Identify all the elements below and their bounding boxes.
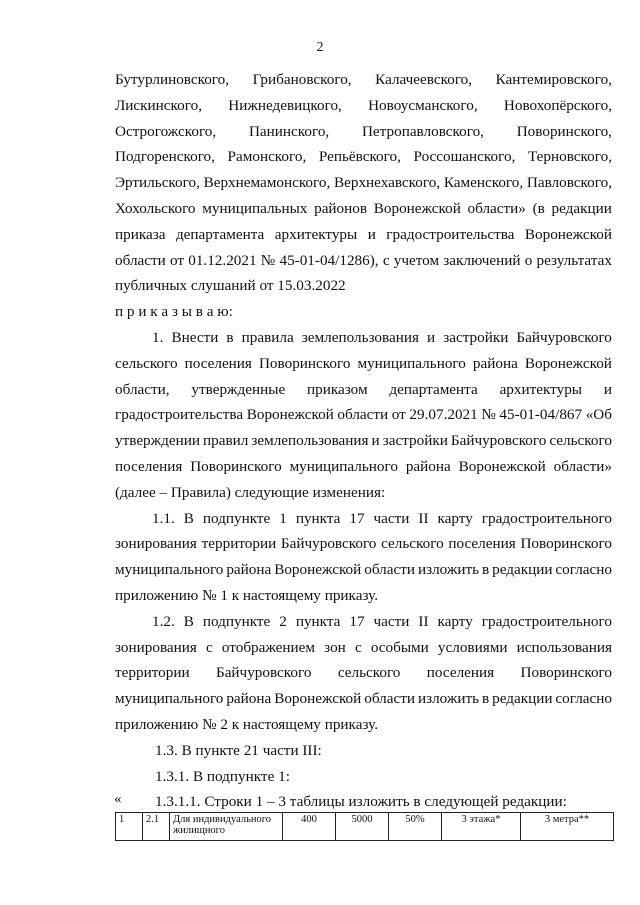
word: приказа [115, 225, 166, 243]
text-line [115, 251, 612, 271]
text-line [115, 689, 612, 709]
table-cell [170, 813, 283, 841]
word: градостроительного [481, 612, 612, 630]
text-line: 1.3.1. В подпункте 1: [155, 767, 290, 785]
text-line [115, 70, 612, 90]
word: правил [203, 432, 249, 450]
word: Нижнедевицкого, [228, 96, 342, 114]
word: (в [532, 200, 545, 217]
word: согласно [555, 690, 612, 708]
word: поселения [426, 664, 495, 682]
word: Поворинского [520, 535, 612, 553]
word: Грибановского, [252, 71, 352, 88]
word: департамента [389, 380, 478, 398]
text-line [115, 96, 612, 116]
word: Петропавловского, [361, 122, 484, 140]
text-line: публичных слушаний от 15.03.2022 [115, 277, 346, 295]
word: Павловского, [526, 174, 612, 192]
page-number: 2 [316, 40, 324, 55]
word: Каменского, [443, 174, 524, 192]
word: заключений [443, 251, 521, 269]
word: 45-01-04/1286), [279, 251, 379, 269]
word: и [371, 432, 380, 450]
word: пункта [295, 612, 341, 630]
word: Воронежской [524, 225, 612, 243]
text-line [115, 199, 612, 219]
word: застройки [443, 329, 509, 346]
word: области, [115, 380, 170, 398]
word: Воронежской [274, 690, 362, 708]
word: департамента [175, 225, 265, 243]
word: условиями [437, 638, 508, 656]
text-line [115, 431, 612, 451]
word: сельского [115, 354, 178, 372]
word: редакции [551, 200, 612, 217]
word: карту [437, 509, 473, 527]
word: изложить [417, 690, 480, 708]
table-cell: 400 [283, 813, 336, 841]
word: сельского [549, 432, 612, 450]
text-line [115, 122, 612, 142]
word: застройки [382, 432, 448, 450]
text-line [115, 638, 612, 658]
text-line [152, 509, 612, 529]
word: Лискинского, [115, 96, 202, 114]
word: и [603, 380, 612, 398]
word: о [524, 251, 533, 269]
word: с [354, 638, 362, 656]
text-line: п р и к а з ы в а ю: [115, 303, 233, 321]
word: района [405, 458, 451, 475]
text-line [115, 663, 612, 683]
word: части [373, 612, 410, 630]
text-line: (далее – Правила) следующие изменения: [115, 483, 386, 501]
table-cell: 2.1 [143, 813, 170, 841]
text-line: 1.3. В пункте 21 части III: [155, 741, 322, 759]
word: области» [553, 458, 612, 475]
word: сельского [337, 664, 401, 682]
word: 17 [349, 509, 365, 527]
word: архитектуры [274, 225, 358, 243]
word: муниципального [289, 458, 398, 475]
word: редакции [492, 561, 553, 579]
text-line [115, 457, 612, 477]
word: 1.2. [152, 612, 175, 630]
word: области [364, 561, 415, 579]
word: В [183, 612, 194, 630]
word: карту [437, 612, 473, 630]
word: области [364, 690, 415, 708]
word: 1 [279, 509, 287, 527]
word: Калачеевского, [375, 71, 473, 88]
word: согласно [555, 561, 612, 579]
word: 1. [152, 329, 164, 346]
text-line [115, 173, 612, 193]
word: муниципального [115, 561, 224, 579]
word: В [183, 509, 194, 527]
word: № [260, 251, 276, 269]
word: «Об [585, 406, 612, 424]
word: районов [314, 200, 368, 217]
word: Россошанского, [413, 148, 516, 166]
word: редакции [492, 690, 553, 708]
word: муниципального [357, 354, 466, 372]
word: результатах [536, 251, 612, 269]
word: от [169, 251, 185, 269]
word: Байчуровского [215, 664, 312, 682]
word: Байчуровского [280, 535, 377, 553]
word: Воронежской [246, 406, 334, 424]
word: правила [241, 329, 294, 346]
word: Байчуровского [516, 329, 612, 346]
word: от [391, 406, 406, 424]
word: муниципальных [202, 200, 308, 217]
word: Терновского, [527, 148, 612, 166]
table-cell: 3 метра** [521, 813, 614, 841]
word: 1.1. [152, 509, 175, 527]
word: с [206, 638, 213, 656]
word: землепользования [301, 329, 419, 346]
word: Рамонского, [227, 148, 307, 166]
text-line [115, 560, 612, 580]
word: Поворинского [190, 458, 282, 475]
word: II [418, 509, 429, 527]
word: Воронежской [524, 354, 612, 372]
word: в [226, 329, 234, 346]
word: 29.07.2021 [409, 406, 478, 424]
word: II [418, 612, 429, 630]
word: района [226, 561, 272, 579]
word: района [472, 354, 518, 372]
text-line [115, 380, 612, 400]
word: отображением [221, 638, 316, 656]
word: Воронежской [274, 561, 362, 579]
word: подпункте [202, 509, 271, 527]
word: территории [201, 535, 277, 553]
word: территории [115, 664, 190, 682]
word: Новохопёрского, [503, 96, 612, 114]
word: области [115, 251, 166, 269]
word: зонирования [115, 638, 197, 656]
word: подпункте [202, 612, 271, 630]
text-line [152, 612, 612, 632]
word: и [427, 329, 436, 346]
word: приказом [307, 380, 368, 398]
word: землепользования [251, 432, 369, 450]
word: 2 [279, 612, 287, 630]
word: Воронежской [458, 458, 546, 475]
table-cell-text: Для индивидуального жилищного [173, 814, 272, 836]
word: 01.12.2021 [188, 251, 257, 269]
word: 45-01-04/867 [499, 406, 583, 424]
word: Поворинского, [516, 122, 612, 140]
word: учетом [393, 251, 440, 269]
word: района [226, 690, 272, 708]
word: Подгоренского, [115, 148, 215, 166]
word: Верхнемамонского, [203, 174, 331, 192]
word: градостроительного [481, 509, 612, 527]
word: поселения [184, 354, 252, 372]
text-line [115, 225, 612, 245]
word: 17 [349, 612, 365, 630]
text-line [115, 147, 612, 167]
word: градостроительства [115, 406, 244, 424]
opening-quote-mark: « [114, 791, 122, 807]
text-line: приложению № 1 к настоящему приказу. [115, 587, 378, 604]
word: части [373, 509, 410, 527]
word: Репьёвского, [318, 148, 401, 166]
word: области» [467, 200, 526, 217]
table-cell: 3 этажа* [442, 813, 521, 841]
text-line [115, 354, 612, 374]
word: зон [324, 638, 346, 656]
word: муниципального [115, 690, 224, 708]
word: поселения [115, 458, 183, 475]
text-line [152, 328, 612, 348]
text-line [115, 405, 612, 425]
text-line [115, 534, 612, 554]
word: Бутурлиновского, [115, 71, 230, 88]
word: пункта [295, 509, 341, 527]
word: Острогожского, [115, 122, 217, 140]
word: Воронежской [373, 200, 461, 217]
word: Кантемировского, [495, 71, 612, 88]
word: поселения [448, 535, 516, 553]
word: Новоусманского, [368, 96, 478, 114]
table-cell: 50% [389, 813, 442, 841]
word: Байчуровского [450, 432, 547, 450]
table-cell: 5000 [336, 813, 389, 841]
word: с [382, 251, 390, 269]
word: Поворинского [520, 664, 612, 682]
word: № [481, 406, 496, 424]
word: Поворинского [258, 354, 351, 372]
word: изложить [417, 561, 480, 579]
word: в [481, 690, 490, 708]
word: Эртильского, [115, 174, 200, 192]
word: Внести [171, 329, 219, 346]
text-line: 1.3.1.1. Строки 1 – 3 таблицы изложить в следующей редакции: [155, 793, 567, 811]
word: и [367, 225, 376, 243]
table-row [116, 813, 614, 841]
word: архитектуры [499, 380, 583, 398]
word: сельского [381, 535, 444, 553]
word: в [481, 561, 490, 579]
word: градостроительства [386, 225, 515, 243]
word: особыми [370, 638, 429, 656]
table-cell: 1 [116, 813, 143, 841]
text-line: приложению № 2 к настоящему приказу. [115, 716, 378, 733]
word: зонирования [115, 535, 197, 553]
zoning-parameters-table [115, 812, 614, 841]
word: области [337, 406, 389, 424]
word: Верхнехавского, [333, 174, 441, 192]
word: Панинского, [248, 122, 330, 140]
word: утверждении [115, 432, 200, 450]
word: использования [516, 638, 612, 656]
word: утвержденные [191, 380, 286, 398]
word: Хохольского [115, 200, 196, 217]
